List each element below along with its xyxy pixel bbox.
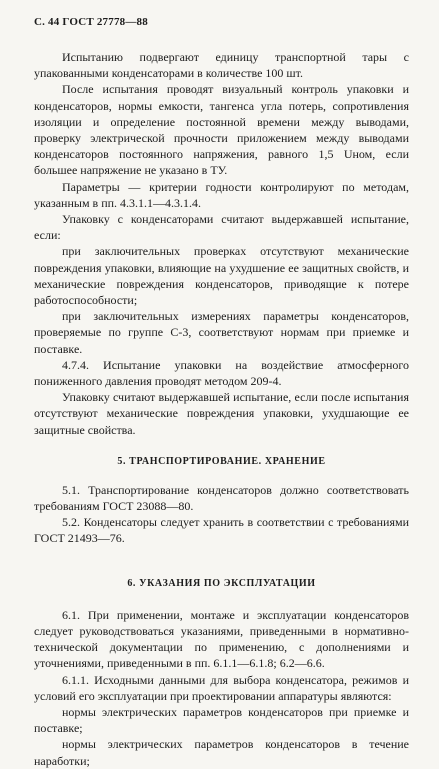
section-title-operation: 6. УКАЗАНИЯ ПО ЭКСПЛУАТАЦИИ xyxy=(127,577,316,589)
paragraph: нормы электрических параметров конденсаторов в течение наработки; xyxy=(34,737,409,768)
paragraph: 6.1.1. Исходными данными для выбора конденсатора, режимов и условий его эксплуатации при проектировании аппаратуры являются: xyxy=(34,672,409,703)
paragraph: при заключительных измерениях параметры конденсаторов, проверяемые по группе С-3, соответствуют нормам при приемке и поставке. xyxy=(34,309,409,356)
page-header: С. 44 ГОСТ 27778—88 xyxy=(34,16,148,28)
paragraph: 5.1. Транспортирование конденсаторов должно соответствовать требованиям ГОСТ 23088—80. xyxy=(34,482,409,514)
paragraph: 4.7.4. Испытание упаковки на воздействие атмосферного пониженного давления проводят методом 209-4. xyxy=(34,357,409,389)
paragraph: нормы электрических параметров конденсаторов при приемке и поставке; xyxy=(34,704,409,736)
paragraph: После испытания проводят визуальный контроль упаковки и конденсаторов, нормы емкости, тангенса угла потерь, сопротивления изоляции и определение постоянной времени между выводами, проверку электрической прочности приложением между выводами конденсаторов постоянного напряжения, равного 1,5 Uном, если большее напряжение не указано в ТУ. xyxy=(34,82,409,178)
section-title-transport: 5. ТРАНСПОРТИРОВАНИЕ. ХРАНЕНИЕ xyxy=(117,455,326,467)
paragraph: Испытанию подвергают единицу транспортной тары с упакованными конденсаторами в количестве 100 шт. xyxy=(34,50,409,81)
paragraph: Параметры — критерии годности контролируют по методам, указанным в пп. 4.3.1.1—4.3.1.4. xyxy=(34,179,409,210)
paragraph: 5.2. Конденсаторы следует хранить в соответствии с требованиями ГОСТ 21493—76. xyxy=(34,515,409,546)
paragraph: 6.1. При применении, монтаже и эксплуатации конденсаторов следует руководствоваться указаниями, приведенными в нормативно-технической документации по применению, с дополнениями и уточнениями, приведенными в пп. 6.1.1—6.1.8; 6.2—6.6. xyxy=(34,607,409,671)
paragraph: Упаковку с конденсаторами считают выдержавшей испытание, если: xyxy=(34,212,409,243)
paragraph: Упаковку считают выдержавшей испытание, если после испытания отсутствуют механические повреждения упаковки, ухудшающие ее защитные свойства. xyxy=(34,390,409,437)
paragraph: при заключительных проверках отсутствуют механические повреждения упаковки, влияющие на ухудшение ее защитных свойств, и механические повреждения конденсаторов, приводящие к потере работоспособности; xyxy=(34,244,409,308)
